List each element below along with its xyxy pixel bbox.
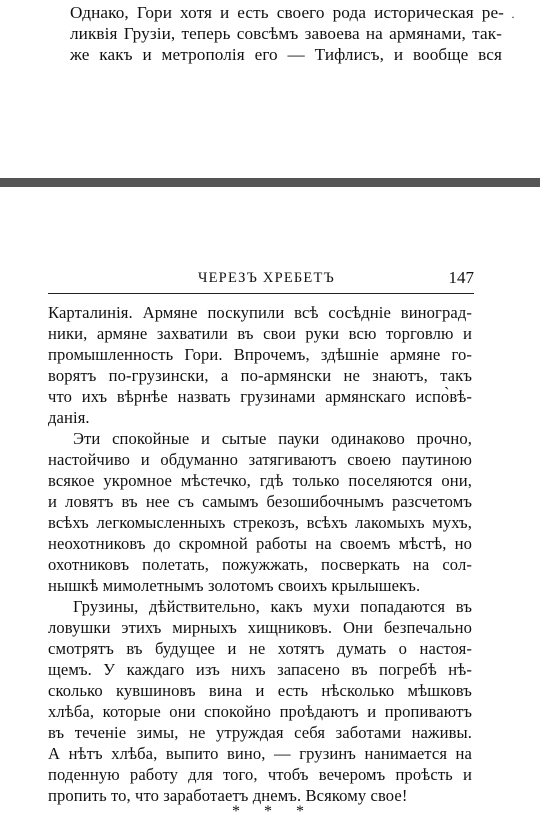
text-line: ликвія Грузіи, теперь совсѣмъ завоева на армянами, так- [70,24,502,43]
text-line: сколько кувшиновъ вина и есть нѣсколько мѣшковъ [48,681,472,700]
section-asterism: * * * [232,803,314,820]
text-line: щемъ. У каждаго изъ нихъ запасено въ погребѣ нѣ- [48,660,472,679]
text-line: промышленность Гори. Впрочемъ, здѣшніе армяне го- [48,345,472,364]
text-line: охотниковъ полетать, пожужжать, посверкать на сол- [48,555,472,574]
text-line: неохотниковъ до скромной работы на своемъ мѣстѣ, но [48,534,472,553]
text-line: поденную работу для того, чтобъ вечеромъ проѣсть и [48,765,472,784]
text-line: что ихъ вѣрнѣе назвать грузинами армянскаго испо̀вѣ- [48,387,472,406]
text-line: ворятъ по-грузински, а по-армянски не знаютъ, такъ [48,366,472,385]
page-divider [0,178,540,187]
text-line: же какъ и метрополія его — Тифлисъ, и вообще вся [70,45,502,64]
text-line: Грузины, дѣйствительно, какъ мухи попадаются въ [73,597,472,616]
text-line: и ловятъ въ нее съ самымъ безошибочнымъ разсчетомъ [48,492,472,511]
text-line: данія. [48,408,90,427]
text-line: Карталинія. Армяне поскупили всѣ сосѣдніе виноград- [48,303,472,322]
text-line: Однако, Гори хотя и есть своего рода историческая ре- [70,3,504,22]
text-line: въ теченіе зимы, не утруждая себя заботами наживы. [48,723,472,742]
previous-page-fragment [0,0,540,180]
text-line: пропить то, что заработаетъ днемъ. Всякому свое! [48,786,408,805]
text-line: нышкѣ мимолетнымъ золотомъ своихъ крылышекъ. [48,576,421,595]
text-line: всякое укромное мѣстечко, гдѣ только поселяются они, [48,471,472,490]
stray-mark: · [511,10,515,24]
page-number: 147 [448,268,474,287]
text-line: настойчиво и обдуманно затягиваютъ своею паутиною [48,450,472,469]
running-head-title: ЧЕРЕЗЪ ХРЕБЕТЪ [198,270,335,286]
text-line: ники, армяне захватили въ свои руки всю торговлю и [48,324,472,343]
text-line: хлѣба, которые они спокойно проѣдаютъ и пропиваютъ [48,702,472,721]
text-line: ловушки этихъ мирныхъ хищниковъ. Они безпечально [48,618,472,637]
text-line: А нѣтъ хлѣба, выпито вино, — грузинъ нанимается на [48,744,472,763]
running-head-rule [48,293,474,294]
text-line: смотрятъ въ будущее и не хотятъ думать о настоя- [48,639,472,658]
text-line: всѣхъ легкомысленныхъ стрекозъ, всѣхъ лакомыхъ мухъ, [48,513,472,532]
running-head [198,268,474,290]
text-line: Эти спокойные и сытые пауки одинаково прочно, [73,429,472,448]
